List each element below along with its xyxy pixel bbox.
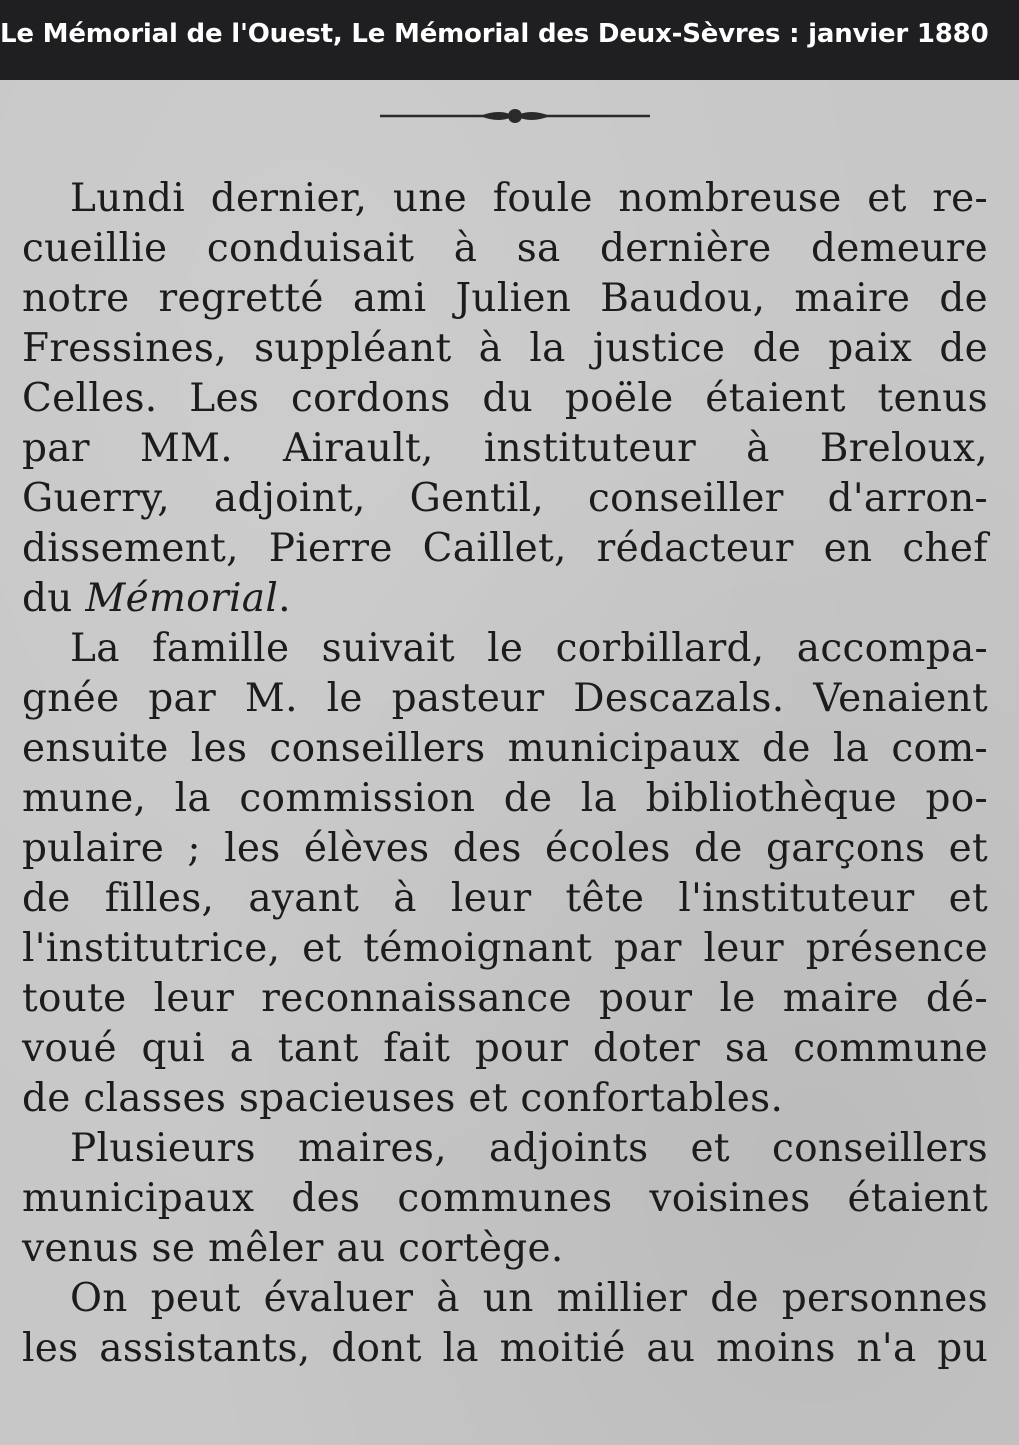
text-line: Plusieurs maires, adjoints et conseillers (70, 1126, 988, 1171)
text-line: Guerry, adjoint, Gentil, conseiller d'arron- (22, 476, 988, 521)
paragraph-3 (22, 1124, 988, 1274)
ornament-divider-icon (380, 104, 650, 128)
text-line: La famille suivait le corbillard, accompa- (70, 626, 988, 671)
text-line: les assistants, dont la moitié au moins n'a pu (22, 1326, 988, 1371)
text-line: On peut évaluer à un millier de personnes (70, 1276, 988, 1321)
window-title-bar (0, 0, 1019, 80)
text-line: municipaux des communes voisines étaient (22, 1176, 988, 1221)
newspaper-clipping (0, 80, 1019, 1445)
text-line: ensuite les conseillers municipaux de la com- (22, 726, 988, 771)
text-line: cueillie conduisait à sa dernière demeure (22, 226, 988, 271)
text-line: notre regretté ami Julien Baudou, maire de (22, 276, 988, 321)
text-line: dissement, Pierre Caillet, rédacteur en chef (22, 526, 988, 571)
text-line: mune, la commission de la bibliothèque po- (22, 776, 988, 821)
text-line: Lundi dernier, une foule nombreuse et re- (70, 176, 988, 221)
text-fragment: du (22, 576, 86, 621)
text-line: toute leur reconnaissance pour le maire dé- (22, 976, 988, 1021)
text-line: l'institutrice, et témoignant par leur présence (22, 926, 988, 971)
text-line: de filles, ayant à leur tête l'instituteur et (22, 876, 988, 921)
paragraph-2 (22, 624, 988, 1124)
text-line: Fressines, suppléant à la justice de paix de (22, 326, 988, 371)
publication-name: Mémorial (85, 576, 279, 621)
window-title: Le Mémorial de l'Ouest, Le Mémorial des Deux-Sèvres : janvier 1880 (0, 19, 989, 49)
text-line (22, 574, 988, 624)
paragraph-1 (22, 174, 988, 624)
text-line: gnée par M. le pasteur Descazals. Venaient (22, 676, 988, 721)
text-line: venus se mêler au cortège. (22, 1226, 564, 1271)
text-line: voué qui a tant fait pour doter sa commune (22, 1026, 988, 1071)
text-fragment: . (278, 576, 291, 621)
text-line: par MM. Airault, instituteur à Breloux, (22, 426, 988, 471)
text-line: Celles. Les cordons du poële étaient tenus (22, 376, 988, 421)
article-body (22, 174, 988, 1374)
text-line: de classes spacieuses et confortables. (22, 1076, 784, 1121)
paragraph-4 (22, 1274, 988, 1374)
text-line: pulaire ; les élèves des écoles de garçons et (22, 826, 988, 871)
